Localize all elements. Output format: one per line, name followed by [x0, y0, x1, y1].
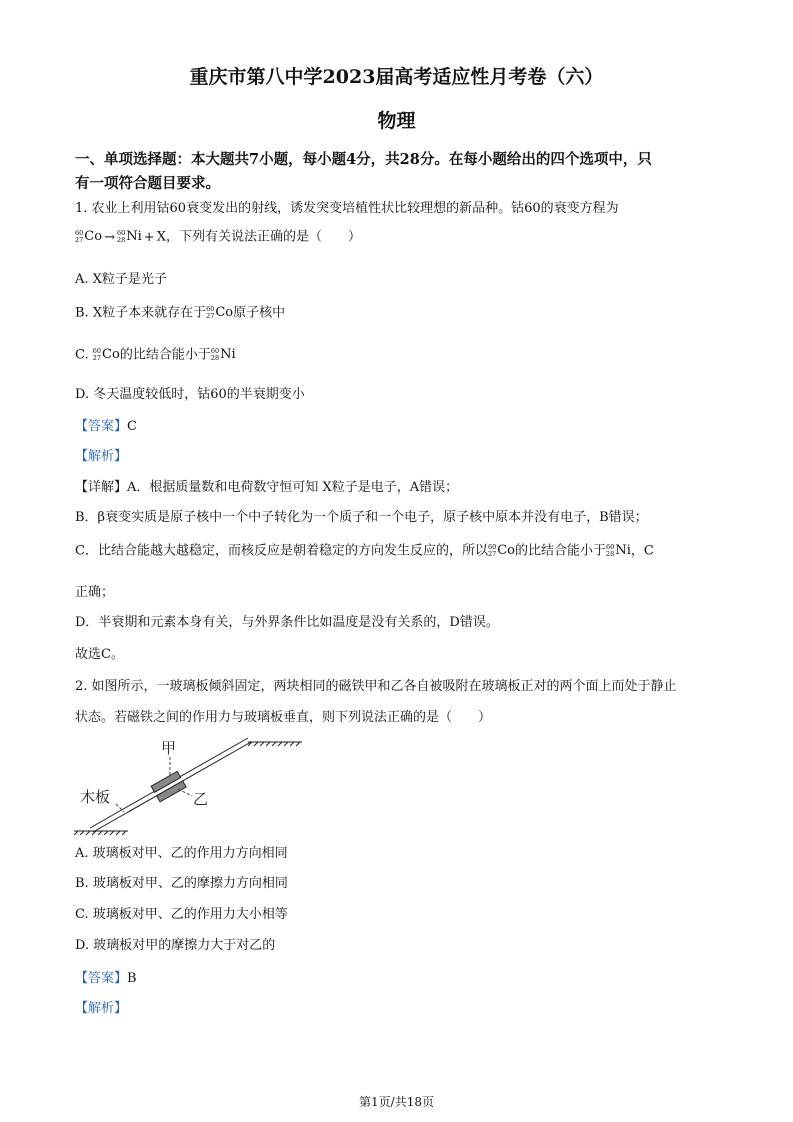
- q2-option-b: B. 玻璃板对甲、乙的摩擦力方向相同: [75, 876, 288, 891]
- q1-option-a: A. X粒子是光子: [75, 272, 167, 287]
- q1-option-d: D. 冬天温度较低时，钴60的半衰期变小: [75, 387, 305, 402]
- q2-stem-line2: 状态。若磁铁之间的作用力与玻璃板垂直，则下列说法正确的是（ ）: [75, 710, 492, 725]
- nuclide-co60: 60 27Co: [487, 543, 516, 558]
- q1-detail-b: B．β衰变实质是原子核中一个中子转化为一个质子和一个电子，原子核中原本并没有电子，B错误；: [75, 510, 648, 525]
- label-yi: 乙: [193, 790, 209, 808]
- section-heading-line2: 有一项符合题目要求。: [75, 175, 220, 192]
- reaction-arrow: →: [104, 229, 115, 245]
- plus-sign: +: [143, 229, 155, 245]
- answer-tag: 【答案】: [75, 971, 128, 986]
- q1-analysis-tag: 【解析】: [75, 449, 128, 464]
- nuclide-co60: 60 27Co: [92, 347, 120, 362]
- q1-detail-c-line2: 正确；: [75, 585, 115, 600]
- ground-hatching: [74, 831, 126, 835]
- q1-option-c: C. 60 27Co的比结合能小于60 28Ni: [75, 347, 236, 363]
- q2-option-c: C. 玻璃板对甲、乙的作用力大小相等: [75, 907, 288, 922]
- q1-detail-c: C．比结合能越大越稳定，而核反应是朝着稳定的方向发生反应的，所以60 27Co的比结合能小于60 28Ni，C: [75, 543, 654, 559]
- page-footer: 第1页/共18页: [359, 1095, 434, 1109]
- q2-option-d: D. 玻璃板对甲的摩擦力大于对乙的: [75, 938, 276, 953]
- page-title: 重庆市第八中学2023届高考适应性月考卷（六）: [189, 66, 604, 88]
- q2-stem-line1: 2. 如图所示，一玻璃板倾斜固定，两块相同的磁铁甲和乙各自被吸附在玻璃板正对的两个面上而处于静止: [75, 679, 677, 694]
- label-board: 木板: [80, 788, 111, 806]
- nuclide-ni60: 60 28Ni: [116, 229, 142, 244]
- q1-equation-line: [75, 228, 361, 247]
- q1-detail-d: D．半衰期和元素本身有关，与外界条件比如温度是没有关系的，D错误。: [75, 615, 499, 630]
- top-hatching: [248, 742, 300, 746]
- nuclide-ni60: 60 28Ni: [606, 543, 631, 558]
- answer-tag: 【答案】: [75, 419, 128, 434]
- q2-analysis-tag: 【解析】: [75, 1001, 128, 1016]
- q1-option-b: B. X粒子本来就存在于60 27Co原子核中: [75, 305, 286, 321]
- q1-stem-line2: ，下列有关说法正确的是（ ）: [165, 229, 361, 245]
- q1-detail-a: 【详解】A．根据质量数和电荷数守恒可知 X粒子是电子，A错误；: [75, 480, 459, 495]
- detail-tag: 【详解】: [75, 480, 128, 495]
- q2-figure: [70, 732, 310, 842]
- label-jia: 甲: [161, 739, 177, 757]
- nuclide-ni60: 60 28Ni: [210, 347, 236, 362]
- q1-conclusion: 故选C。: [75, 647, 124, 662]
- q1-stem-line1: 1. 农业上利用钴60衰变发出的射线，诱发突变培植性状比较理想的新品种。钴60的衰变方程为: [75, 201, 619, 216]
- q1-answer: 【答案】C: [75, 419, 137, 434]
- q2-option-a: A. 玻璃板对甲、乙的作用力方向相同: [75, 846, 288, 861]
- x-particle: X: [156, 229, 166, 245]
- nuclide-co60: 60 27Co: [206, 305, 234, 320]
- q2-answer: 【答案】B: [75, 971, 137, 986]
- subject-title: 物理: [377, 110, 416, 132]
- section-heading-line1: 一、单项选择题：本大题共7小题，每小题4分，共28分。在每小题给出的四个选项中，只: [75, 151, 652, 168]
- nuclide-co60: 60 27Co: [75, 229, 103, 244]
- leader-yi: [178, 789, 192, 796]
